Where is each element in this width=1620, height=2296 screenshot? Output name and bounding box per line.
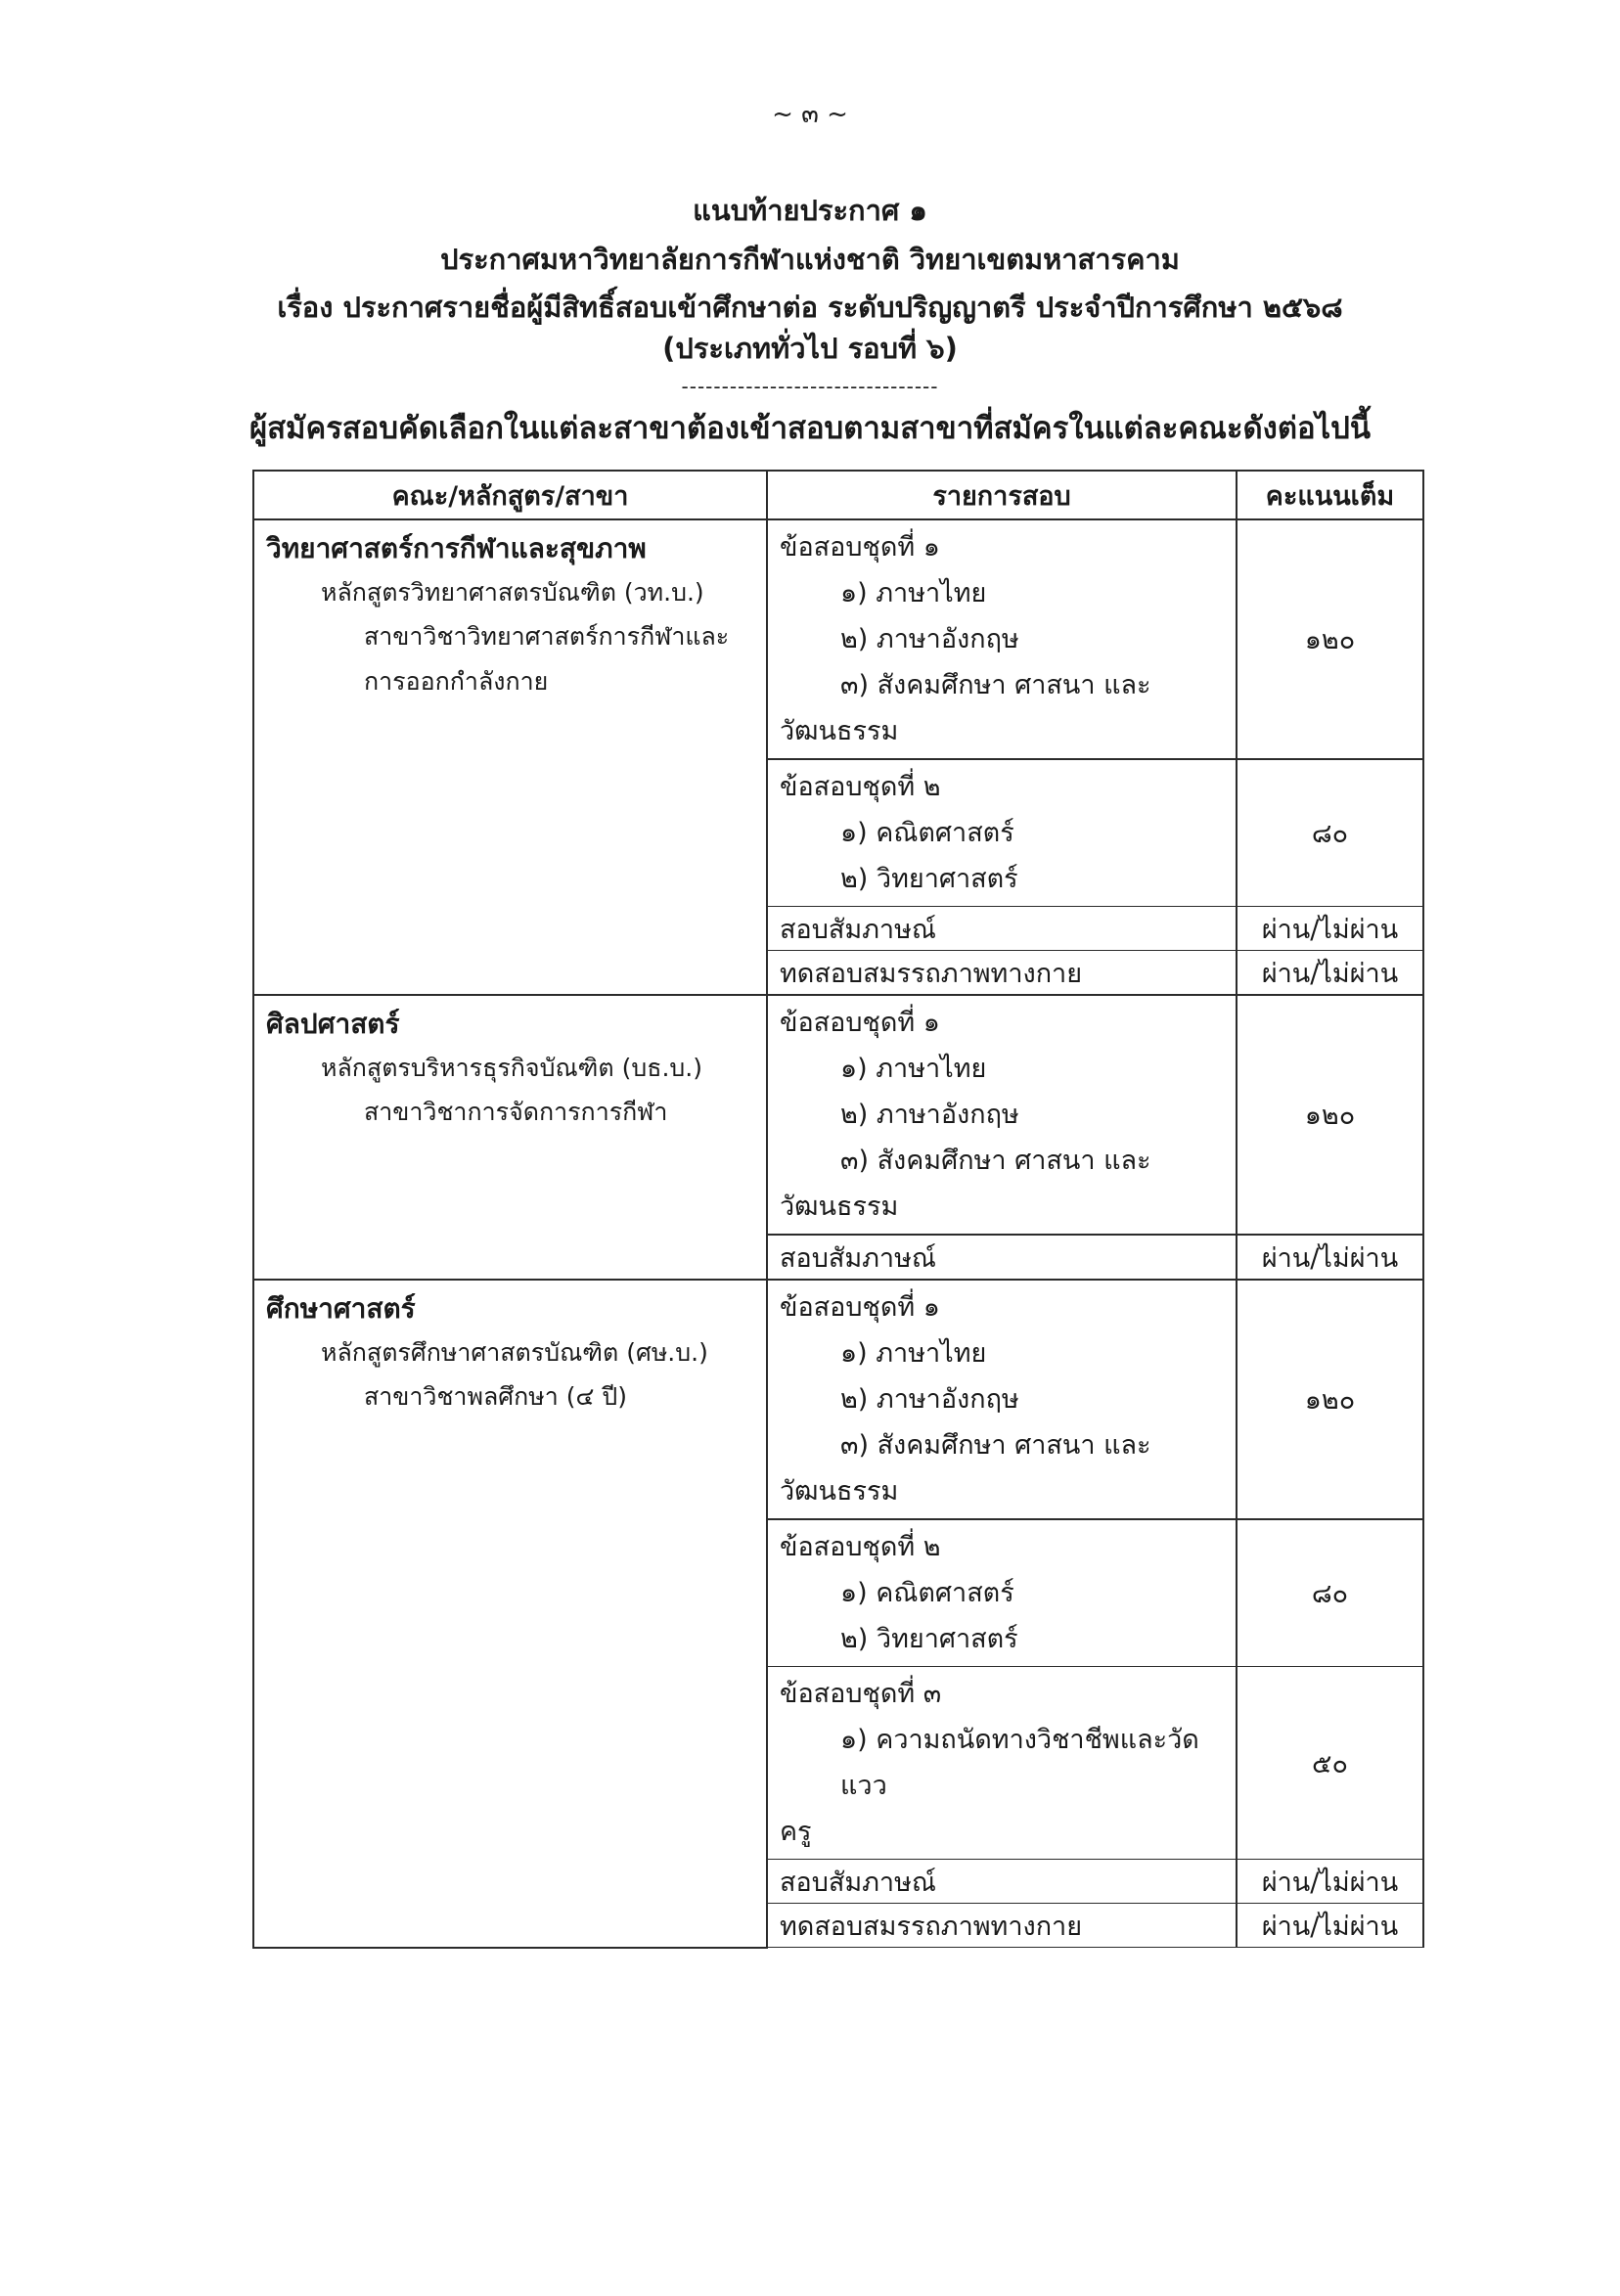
faculty-cell — [253, 519, 767, 995]
exam-subject: ๓) สังคมศึกษา ศาสนา และ — [840, 1146, 1151, 1176]
exam-subject: ๑) ภาษาไทย — [840, 1338, 987, 1369]
header-line-4: (ประเภททั่วไป รอบที่ ๖) — [662, 332, 958, 365]
faculty-name: ศึกษาศาสตร์ — [266, 1292, 416, 1325]
score-cell: ผ่าน/ไม่ผ่าน — [1237, 951, 1423, 996]
exam-subject: ๒) วิทยาศาสตร์ — [840, 864, 1018, 894]
exam-cell: สอบสัมภาษณ์ — [767, 907, 1237, 951]
exam-subject-continuation: ครู — [780, 1817, 812, 1847]
header-divider: -------------------------------- — [681, 375, 939, 398]
program-name: หลักสูตรบริหารธุรกิจบัณฑิต (บธ.บ.) — [321, 1054, 702, 1082]
exam-set-title: ข้อสอบชุดที่ ๓ — [780, 1679, 942, 1709]
col-header-score: คะแนนเต็ม — [1237, 471, 1423, 519]
page-number: ~ ๓ ~ — [772, 100, 848, 129]
header-line-3: เรื่อง ประกาศรายชื่อผู้มีสิทธิ์สอบเข้าศึกษาต่อ ระดับปริญญาตรี ประจำปีการศึกษา ๒๕๖๘ — [277, 291, 1343, 324]
exam-subject: ๒) ภาษาอังกฤษ — [840, 1384, 1019, 1415]
score-cell: ๕๐ — [1237, 1667, 1423, 1860]
score-cell: ผ่าน/ไม่ผ่าน — [1237, 907, 1423, 951]
major-name: สาขาวิชาการจัดการการกีฬา — [364, 1098, 668, 1126]
score-cell: ๘๐ — [1237, 759, 1423, 907]
faculty-name: ศิลปศาสตร์ — [266, 1008, 400, 1040]
score-cell: ผ่าน/ไม่ผ่าน — [1237, 1904, 1423, 1948]
program-name: หลักสูตรศึกษาศาสตรบัณฑิต (ศษ.บ.) — [321, 1338, 708, 1367]
score-cell: ๑๒๐ — [1237, 995, 1423, 1235]
exam-subject: ๒) วิทยาศาสตร์ — [840, 1624, 1018, 1654]
table-header-row — [253, 471, 1423, 519]
exam-subject: ๑) คณิตศาสตร์ — [840, 1578, 1014, 1608]
faculty-cell — [253, 995, 767, 1280]
exam-subject: ๑) ภาษาไทย — [840, 578, 987, 608]
exam-table — [252, 470, 1424, 1949]
exam-cell — [767, 759, 1237, 907]
exam-cell: ทดสอบสมรรถภาพทางกาย — [767, 1904, 1237, 1948]
major-name: สาขาวิชาพลศึกษา (๔ ปี) — [364, 1382, 627, 1411]
exam-cell — [767, 995, 1237, 1235]
header-line-1: แนบท้ายประกาศ ๑ — [693, 194, 927, 227]
exam-set-title: ข้อสอบชุดที่ ๑ — [780, 1292, 940, 1323]
table-row — [253, 519, 1423, 759]
exam-cell — [767, 1280, 1237, 1519]
table-row — [253, 1280, 1423, 1519]
major-name: สาขาวิชาวิทยาศาสตร์การกีฬาและการออกกำลังกาย — [364, 622, 730, 696]
exam-cell: สอบสัมภาษณ์ — [767, 1235, 1237, 1280]
exam-set-title: ข้อสอบชุดที่ ๒ — [780, 772, 941, 802]
exam-cell: ทดสอบสมรรถภาพทางกาย — [767, 951, 1237, 996]
col-header-faculty: คณะ/หลักสูตร/สาขา — [253, 471, 767, 519]
faculty-cell — [253, 1280, 767, 1948]
exam-cell — [767, 1519, 1237, 1667]
score-cell: ๑๒๐ — [1237, 1280, 1423, 1519]
exam-subject-continuation: วัฒนธรรม — [780, 716, 899, 746]
exam-cell — [767, 519, 1237, 759]
exam-subject: ๑) ภาษาไทย — [840, 1054, 987, 1084]
score-cell: ๘๐ — [1237, 1519, 1423, 1667]
exam-set-title: ข้อสอบชุดที่ ๑ — [780, 1008, 940, 1038]
score-cell: ผ่าน/ไม่ผ่าน — [1237, 1235, 1423, 1280]
exam-subject: ๒) ภาษาอังกฤษ — [840, 1100, 1019, 1130]
exam-cell — [767, 1667, 1237, 1860]
score-cell: ๑๒๐ — [1237, 519, 1423, 759]
faculty-name: วิทยาศาสตร์การกีฬาและสุขภาพ — [266, 532, 647, 564]
exam-subject: ๑) คณิตศาสตร์ — [840, 818, 1014, 848]
table-row — [253, 995, 1423, 1235]
col-header-exam: รายการสอบ — [767, 471, 1237, 519]
exam-subject: ๓) สังคมศึกษา ศาสนา และ — [840, 670, 1151, 700]
exam-subject: ๑) ความถนัดทางวิชาชีพและวัดแวว — [840, 1725, 1199, 1801]
exam-subject-continuation: วัฒนธรรม — [780, 1192, 899, 1222]
header-line-2: ประกาศมหาวิทยาลัยการกีฬาแห่งชาติ วิทยาเขตมหาสารคาม — [440, 243, 1180, 276]
intro-text: ผู้สมัครสอบคัดเลือกในแต่ละสาขาต้องเข้าสอบตามสาขาที่สมัครในแต่ละคณะดังต่อไปนี้ — [248, 411, 1372, 446]
score-cell: ผ่าน/ไม่ผ่าน — [1237, 1860, 1423, 1904]
exam-subject: ๓) สังคมศึกษา ศาสนา และ — [840, 1430, 1151, 1461]
exam-cell: สอบสัมภาษณ์ — [767, 1860, 1237, 1904]
exam-subject: ๒) ภาษาอังกฤษ — [840, 624, 1019, 654]
exam-set-title: ข้อสอบชุดที่ ๑ — [780, 532, 940, 563]
exam-subject-continuation: วัฒนธรรม — [780, 1476, 899, 1507]
exam-set-title: ข้อสอบชุดที่ ๒ — [780, 1532, 941, 1562]
program-name: หลักสูตรวิทยาศาสตรบัณฑิต (วท.บ.) — [321, 578, 704, 607]
